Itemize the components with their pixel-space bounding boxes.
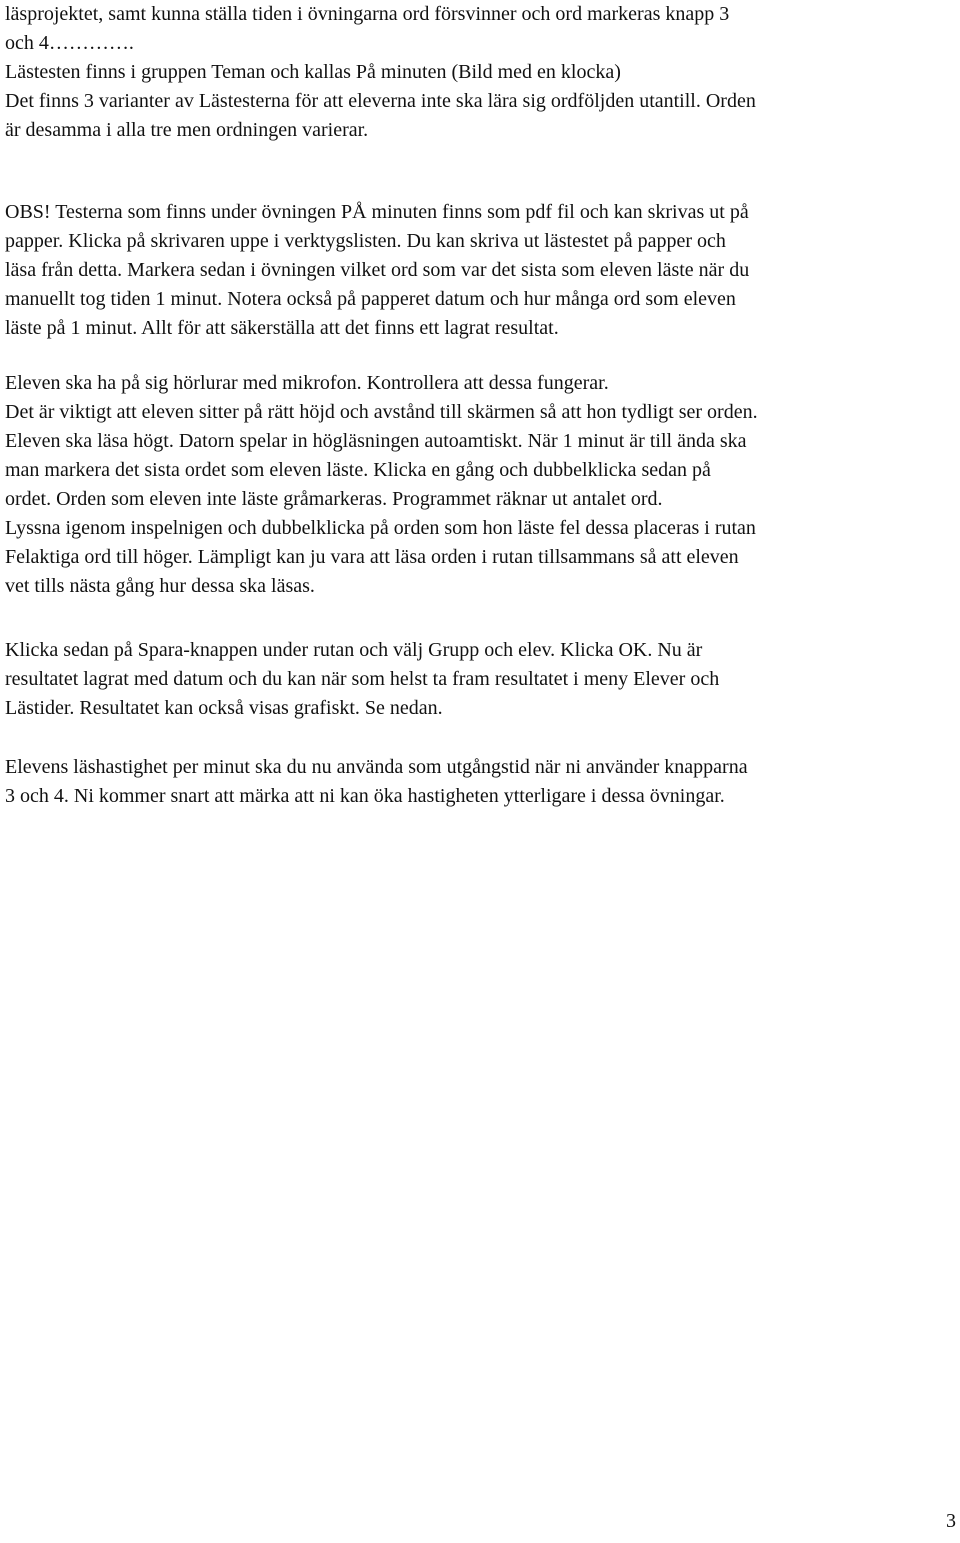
- paragraph-lastest: [5, 58, 756, 145]
- text-line: ordet. Orden som eleven inte läste gråmarkeras. Programmet räknar ut antalet ord.: [5, 488, 663, 510]
- text-line: manuellt tog tiden 1 minut. Notera också på papperet datum och hur många ord som eleven: [5, 288, 736, 310]
- text-line: Lyssna igenom inspelnigen och dubbelklicka på orden som hon läste fel dessa placeras i rutan: [5, 517, 756, 539]
- text-line: vet tills nästa gång hur dessa ska läsas.: [5, 575, 315, 597]
- text-line: man markera det sista ordet som eleven läste. Klicka en gång och dubbelklicka sedan på: [5, 459, 711, 481]
- text-line: är desamma i alla tre men ordningen varierar.: [5, 119, 369, 141]
- paragraph-reading-speed: [5, 753, 748, 811]
- text-line: papper. Klicka på skrivaren uppe i verktygslisten. Du kan skriva ut lästestet på papper och: [5, 230, 726, 252]
- text-line: resultatet lagrat med datum och du kan när som helst ta fram resultatet i meny Elever och: [5, 668, 720, 690]
- text-line: Lästesten finns i gruppen Teman och kallas På minuten (Bild med en klocka): [5, 61, 621, 83]
- page-number: 3: [946, 1510, 956, 1532]
- text-line: läsa från detta. Markera sedan i övningen vilket ord som var det sista som eleven läste när du: [5, 259, 750, 281]
- text-line: och 4………….: [5, 32, 134, 54]
- text-line: Eleven ska ha på sig hörlurar med mikrofon. Kontrollera att dessa fungerar.: [5, 372, 609, 394]
- text-line: Felaktiga ord till höger. Lämpligt kan ju vara att läsa orden i rutan tillsammans så att eleven: [5, 546, 739, 568]
- text-line: Klicka sedan på Spara-knappen under rutan och välj Grupp och elev. Klicka OK. Nu är: [5, 639, 703, 661]
- text-line: läsprojektet, samt kunna ställa tiden i övningarna ord försvinner och ord markeras knapp 3: [5, 3, 730, 25]
- paragraph-save: [5, 636, 719, 723]
- text-line: läste på 1 minut. Allt för att säkerställa att det finns ett lagrat resultat.: [5, 317, 559, 339]
- paragraph-intro: [5, 0, 729, 58]
- text-line: Lästider. Resultatet kan också visas grafiskt. Se nedan.: [5, 697, 443, 719]
- text-line: Det är viktigt att eleven sitter på rätt höjd och avstånd till skärmen så att hon tydligt ser orden.: [5, 401, 758, 423]
- text-line: Elevens läshastighet per minut ska du nu använda som utgångstid när ni använder knapparna: [5, 756, 748, 778]
- text-line: Eleven ska läsa högt. Datorn spelar in högläsningen autoamtiskt. När 1 minut är till ända ska: [5, 430, 747, 452]
- paragraph-headphones: [5, 369, 758, 601]
- text-line: 3 och 4. Ni kommer snart att märka att ni kan öka hastigheten ytterligare i dessa övningar.: [5, 785, 725, 807]
- text-line: Det finns 3 varianter av Lästesterna för att eleverna inte ska lära sig ordföljden utantill. Orden: [5, 90, 756, 112]
- paragraph-obs: [5, 198, 749, 343]
- text-line: OBS! Testerna som finns under övningen PÅ minuten finns som pdf fil och kan skrivas ut på: [5, 201, 749, 223]
